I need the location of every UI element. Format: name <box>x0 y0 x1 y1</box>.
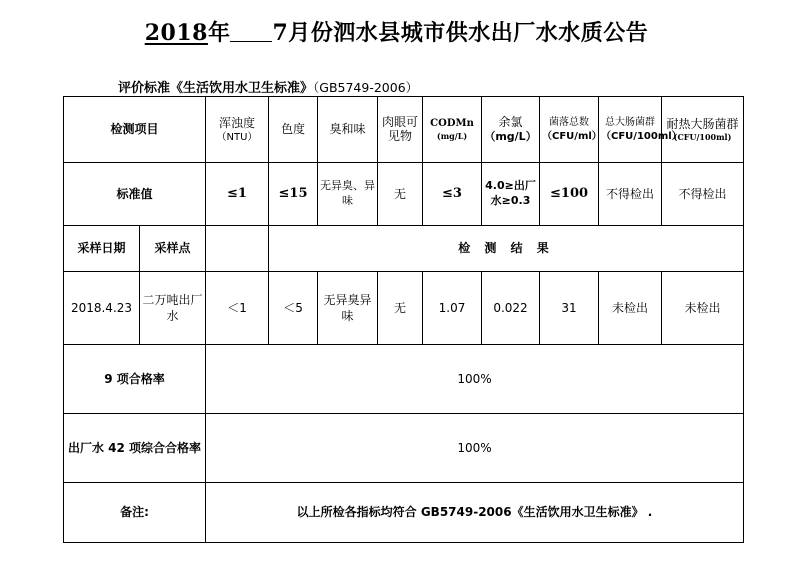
standard-row <box>64 163 744 226</box>
result-thermo-coliform: 未检出 <box>662 272 744 345</box>
title-year-suffix: 年 <box>207 20 231 46</box>
pass-rate-9-value: 100% <box>206 345 744 414</box>
standard-label: 评价标准《生活饮用水卫生标准》 <box>118 81 314 96</box>
water-quality-table <box>63 96 744 543</box>
col-header-colony <box>540 97 602 163</box>
std-coliform: 不得检出 <box>599 163 662 226</box>
std-codmn: ≤3 <box>423 163 482 226</box>
col-header-codmn <box>423 97 482 163</box>
col-unit: （mg/L） <box>484 130 537 144</box>
result-codmn: 1.07 <box>423 272 482 345</box>
col-unit: （NTU） <box>216 131 258 143</box>
col-unit: （CFU/ml） <box>542 130 602 142</box>
col-name: 总大肠菌群 <box>605 117 656 128</box>
std-turbidity: ≤1 <box>206 163 269 226</box>
standard-line <box>118 77 418 96</box>
title-month-blank <box>230 23 272 42</box>
page-title <box>0 16 793 47</box>
sample-header-row <box>64 226 744 272</box>
col-name: 色度 <box>281 122 306 137</box>
col-header-color <box>269 97 318 163</box>
result-odor: 无异臭异味 <box>318 272 378 345</box>
col-unit: (CFU/100ml) <box>673 132 732 143</box>
std-color: ≤15 <box>269 163 318 226</box>
std-odor: 无异臭、异味 <box>318 163 378 226</box>
col-name: 菌落总数 <box>549 117 590 128</box>
remarks-text: 以上所检各指标均符合 GB5749-2006《生活饮用水卫生标准》 . <box>206 483 744 543</box>
standard-row-label: 标准值 <box>64 163 206 226</box>
col-unit: (mg/L) <box>436 130 468 141</box>
std-colony: ≤100 <box>540 163 599 226</box>
col-header-chlorine <box>482 97 540 163</box>
col-header-turbidity <box>206 97 269 163</box>
pass-rate-42-row <box>64 414 744 483</box>
results-header: 检 测 结 果 <box>269 226 744 272</box>
empty-cell <box>206 226 269 272</box>
title-rest: 月份泗水县城市供水出厂水水质公告 <box>288 20 649 46</box>
result-turbidity: ＜1 <box>206 272 269 345</box>
result-chlorine: 0.022 <box>482 272 540 345</box>
col-name: 耐热大肠菌群 <box>666 117 739 131</box>
pass-rate-9-row <box>64 345 744 414</box>
std-thermo-coliform: 不得检出 <box>662 163 744 226</box>
col-header-odor <box>318 97 378 163</box>
std-visible: 无 <box>378 163 423 226</box>
col-name: 浑浊度 <box>219 115 256 130</box>
remarks-label: 备注: <box>64 483 206 543</box>
col-header-thermo-coliform <box>662 97 744 163</box>
result-row <box>64 272 744 345</box>
sample-point: 二万吨出厂水 <box>140 272 206 345</box>
pass-rate-9-label: 9 项合格率 <box>64 345 206 414</box>
title-month: 7 <box>272 20 289 46</box>
col-header-visible <box>378 97 423 163</box>
result-coliform: 未检出 <box>599 272 662 345</box>
col-unit: （CFU/100ml） <box>601 130 682 142</box>
std-chlorine: 4.0≥出厂水≥0.3 <box>482 163 540 226</box>
col-name: 肉眼可见物 <box>382 115 419 143</box>
pass-rate-42-label: 出厂水 42 项综合合格率 <box>64 414 206 483</box>
sample-date: 2018.4.23 <box>64 272 140 345</box>
col-header-coliform <box>599 97 682 163</box>
item-header: 检测项目 <box>64 97 206 163</box>
result-color: ＜5 <box>269 272 318 345</box>
col-name: 臭和味 <box>329 122 366 137</box>
col-name: CODMn <box>430 118 474 130</box>
standard-code: （GB5749-2006） <box>313 80 419 95</box>
sample-point-header: 采样点 <box>140 226 206 272</box>
pass-rate-42-value: 100% <box>206 414 744 483</box>
result-colony: 31 <box>540 272 599 345</box>
title-year: 2018 <box>144 20 208 46</box>
header-row <box>64 97 744 163</box>
result-visible: 无 <box>378 272 423 345</box>
sample-date-header: 采样日期 <box>64 226 140 272</box>
col-name: 余氯 <box>498 114 523 129</box>
remarks-row <box>64 483 744 543</box>
